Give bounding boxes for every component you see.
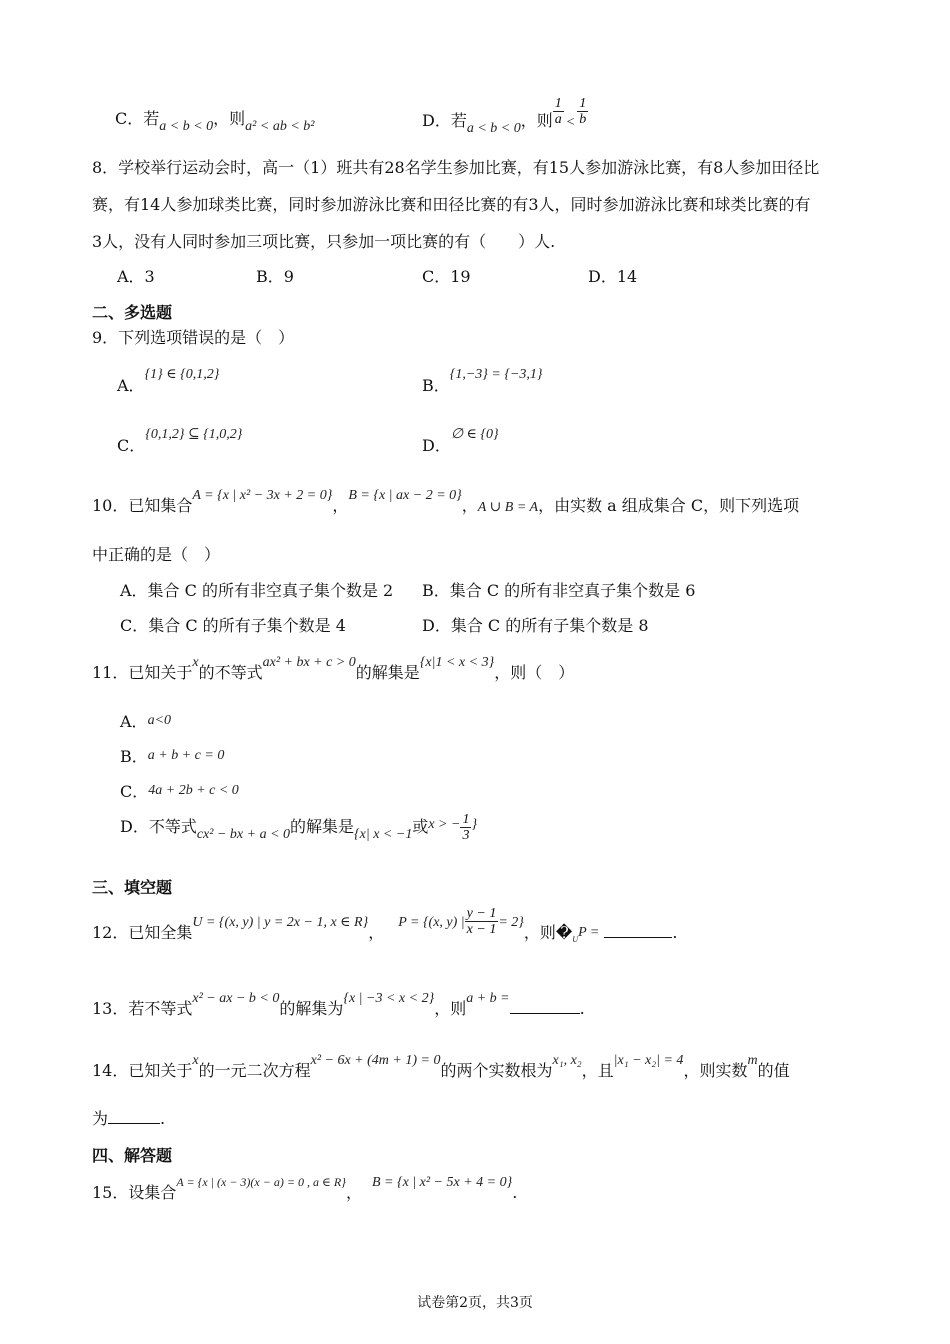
q7-d-condition: a < b < 0 — [466, 121, 521, 136]
q7-c-expression: a² < ab < b² — [245, 119, 315, 134]
q10-option-d: D．集合 C 的所有子集个数是 8 — [422, 616, 649, 635]
q10-line-1: 10．已知集合A = {x | x² − 3x + 2 = 0}，B = {x | ax − 2 = 0}，A ∪ B = A，由实数 a 组成集合 C，则下列选项 — [92, 488, 800, 515]
q9-a-expression: {1} ∈ {0,1,2} — [144, 367, 220, 382]
q13-stem: 13．若不等式x² − ax − b < 0的解集为{x | −3 < x < 2}，则a + b =. — [92, 991, 585, 1018]
q10-option-a: A．集合 C 的所有非空真子集个数是 2 — [120, 581, 394, 600]
q10-line-2: 中正确的是（ ） — [92, 545, 221, 564]
q11-inequality: ax² + bx + c > 0 — [262, 655, 356, 670]
q9-b-expression: {1,−3} = {−3,1} — [449, 367, 543, 382]
q8-option-d: D．14 — [588, 267, 638, 286]
q14-roots: x₁, x₂ — [552, 1053, 582, 1068]
section-heading-fill-blank: 三、填空题 — [92, 878, 173, 897]
q10-union: A ∪ B = A — [477, 500, 539, 515]
q13-answer-blank[interactable] — [510, 1013, 580, 1014]
q9-d-expression: ∅ ∈ {0} — [450, 427, 499, 442]
q14-line-1: 14．已知关于x的一元二次方程x² − 6x + (4m + 1) = 0的两个实数根为x₁, x₂，且|x₁ − x₂| = 4，则实数m的值 — [92, 1053, 790, 1080]
q10-option-b: B．集合 C 的所有非空真子集个数是 6 — [422, 581, 696, 600]
q7-d-fraction-1a: $\frac{1}{a}$ — [554, 96, 562, 127]
q15-set-b: B = {x | x² − 5x + 4 = 0} — [371, 1175, 513, 1190]
q14-abs-condition: |x₁ − x₂| = 4 — [613, 1053, 684, 1068]
q11-option-c: C．4a + 2b + c < 0 — [120, 782, 239, 801]
q11-option-b: B．a + b + c = 0 — [120, 747, 225, 766]
q10-set-a: A = {x | x² − 3x + 2 = 0} — [192, 488, 333, 503]
section-heading-solution: 四、解答题 — [92, 1146, 173, 1165]
q8-option-b: B．9 — [256, 267, 294, 286]
q14-equation: x² − 6x + (4m + 1) = 0 — [310, 1053, 441, 1068]
q11-stem: 11．已知关于x的不等式ax² + bx + c > 0的解集是{x|1 < x < 3}，则（ ） — [92, 655, 575, 682]
q15-set-a: A = {x | (x − 3)(x − a) = 0 , a ∈ R} — [176, 1175, 346, 1189]
q11-d-fraction: $\frac{1}{3}$ — [462, 812, 470, 843]
q7-option-c: C．若a < b < 0，则a² < ab < b² — [115, 109, 315, 134]
q12-answer-blank[interactable] — [604, 937, 672, 938]
q9-stem: 9．下列选项错误的是（ ） — [92, 328, 295, 347]
q8-line-1: 8．学校举行运动会时，高一（1）班共有28名学生参加比赛，有15人参加游泳比赛，有8人参加田径比 — [92, 158, 820, 177]
q14-line-2: 为 . — [92, 1109, 166, 1128]
q10-option-c: C．集合 C 的所有子集个数是 4 — [120, 616, 346, 635]
q12-fraction: $\frac{y - 1}{x - 1}$ — [466, 906, 497, 937]
q11-d-inequality: cx² − bx + a < 0 — [196, 827, 291, 842]
q7-c-condition: a < b < 0 — [159, 119, 214, 134]
q15-stem: 15．设集合A = {x | (x − 3)(x − a) = 0 , a ∈ R}，B = {x | x² − 5x + 4 = 0}. — [92, 1175, 518, 1202]
q11-option-a: A．a<0 — [120, 712, 172, 731]
q9-c-expression: {0,1,2} ⊆ {1,0,2} — [145, 427, 243, 442]
q9-option-c: C．{0,1,2} ⊆ {1,0,2} — [117, 427, 243, 455]
q8-option-a: A．3 — [117, 267, 155, 286]
q7-d-fraction-1b: $\frac{1}{b}$ — [579, 96, 587, 127]
q8-line-3: 3人，没有人同时参加三项比赛，只参加一项比赛的有（ ）人. — [92, 232, 556, 251]
q9-option-b: B．{1,−3} = {−3,1} — [422, 367, 543, 395]
q8-option-c: C．19 — [422, 267, 471, 286]
q12-stem: 12．已知全集U = {(x, y) | y = 2x − 1, x ∈ R}，P = {(x, y) | $\frac{y - 1}{x - 1}$ = 2}，则$�_UP$ = . — [92, 906, 678, 944]
q11-option-d: D．不等式cx² − bx + a < 0的解集是{x| x < −1或x > − $\frac{1}{3}$ } — [120, 812, 478, 843]
section-heading-multi-choice: 二、多选题 — [92, 303, 173, 322]
q10-set-b: B = {x | ax − 2 = 0} — [348, 488, 462, 503]
q12-universal-set: U = {(x, y) | y = 2x − 1, x ∈ R} — [192, 915, 369, 930]
q7-option-d: D．若a < b < 0，则 $\frac{1}{a}$ < $\frac{1}{b}$ — [422, 96, 587, 136]
q14-answer-blank[interactable] — [108, 1123, 160, 1124]
q9-option-a: A．{1} ∈ {0,1,2} — [117, 367, 220, 395]
q13-inequality: x² − ax − b < 0 — [192, 991, 280, 1006]
page-footer: 试卷第2页，共3页 — [417, 1295, 533, 1311]
q8-line-2: 赛，有14人参加球类比赛，同时参加游泳比赛和田径比赛的有3人，同时参加游泳比赛和球类比赛的有 — [92, 195, 811, 214]
q13-solution-set: {x | −3 < x < 2} — [343, 991, 435, 1006]
q9-option-d: D．∅ ∈ {0} — [422, 427, 499, 455]
q11-solution-set: {x|1 < x < 3} — [419, 655, 495, 670]
